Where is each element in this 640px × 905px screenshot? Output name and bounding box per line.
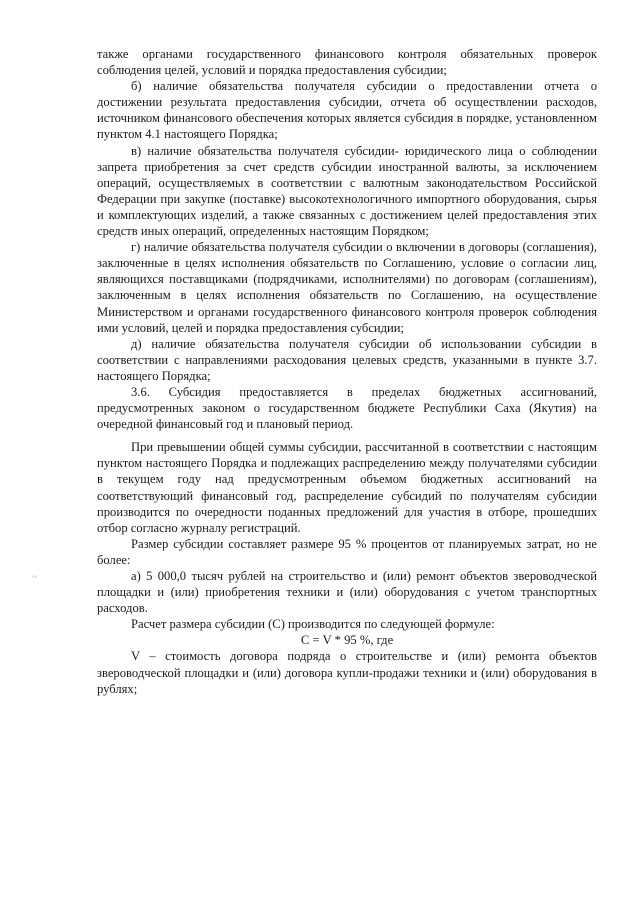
paragraph-item-v: в) наличие обязательства получателя субсидии- юридического лица о соблюдении запрета приобретения за счет средств субсидии иностранной валюты, за исключением операций, осуществляемых в соответствии с валютным законодательством Российской Федерации при закупке (поставке) высокотехнологичного импортного оборудования, сырья и комплектующих изделий, а также связанных с достижением целей предоставления этих средств иных операций, определенных настоящим Порядком;	[97, 143, 597, 239]
paragraph-section-3-6: 3.6. Субсидия предоставляется в пределах бюджетных ассигнований, предусмотренных законом о государственном бюджете Республики Саха (Якутия) на очередной финансовый год и плановый период.	[97, 384, 597, 432]
scan-margin-mark: ~	[32, 572, 38, 583]
formula: С = V * 95 %, где	[300, 633, 394, 648]
paragraph-excess-distribution: При превышении общей суммы субсидии, рассчитанной в соответствии с настоящим пунктом настоящего Порядка и подлежащих распределению между получателями субсидии в текущем году над предусмотренным объемом бюджетных ассигнований на соответствующий финансовый год, распределение субсидий по получателям субсидии производится по очередности поданных предложений для участия в отборе, прошедших отбор согласно журналу регистраций.	[97, 440, 597, 535]
document-body	[97, 46, 597, 697]
paragraph-item-d: д) наличие обязательства получателя субсидии об использовании субсидии в соответствии с направлениями расходования целевых средств, указанными в пункте 3.7. настоящего Порядка;	[97, 336, 597, 383]
paragraph-item-a: а) 5 000,0 тысяч рублей на строительство и (или) ремонт объектов звероводческой площадки и (или) приобретения техники и (или) оборудования с учетом транспортных расходов.	[97, 569, 597, 616]
paragraph-continuation: также органами государственного финансового контроля обязательных проверок соблюдения целей, условий и порядка предоставления субсидии;	[97, 47, 597, 78]
paragraph-formula-intro: Расчет размера субсидии (С) производится по следующей формуле:	[131, 617, 495, 632]
paragraph-subsidy-size: Размер субсидии составляет размере 95 % процентов от планируемых затрат, но не более:	[97, 536, 597, 567]
paragraph-item-g: г) наличие обязательства получателя субсидии о включении в договоры (соглашения), заключенные в целях исполнения обязательств по Соглашению, условие о согласии лиц, являющихся поставщиками (подрядчиками, исполнителями) по договорам (соглашениям), заключенным в целях исполнения обязательств по Соглашению, на осуществление Министерством и органами государственного финансового контроля проверок соблюдения ими условий, целей и порядка предоставления субсидии;	[97, 240, 597, 335]
paragraph-item-b: б) наличие обязательства получателя субсидии о предоставлении отчета о достижении результата предоставления субсидии, отчета об осуществлении расходов, источником финансового обеспечения которых является субсидия в порядке, установленном пунктом 4.1 настоящего Порядка;	[97, 79, 597, 142]
paragraph-variable-definition: V – стоимость договора подряда о строительстве и (или) ремонта объектов звероводческой площадки и (или) договора купли-продажи техники и (или) оборудования в рублях;	[97, 649, 597, 696]
